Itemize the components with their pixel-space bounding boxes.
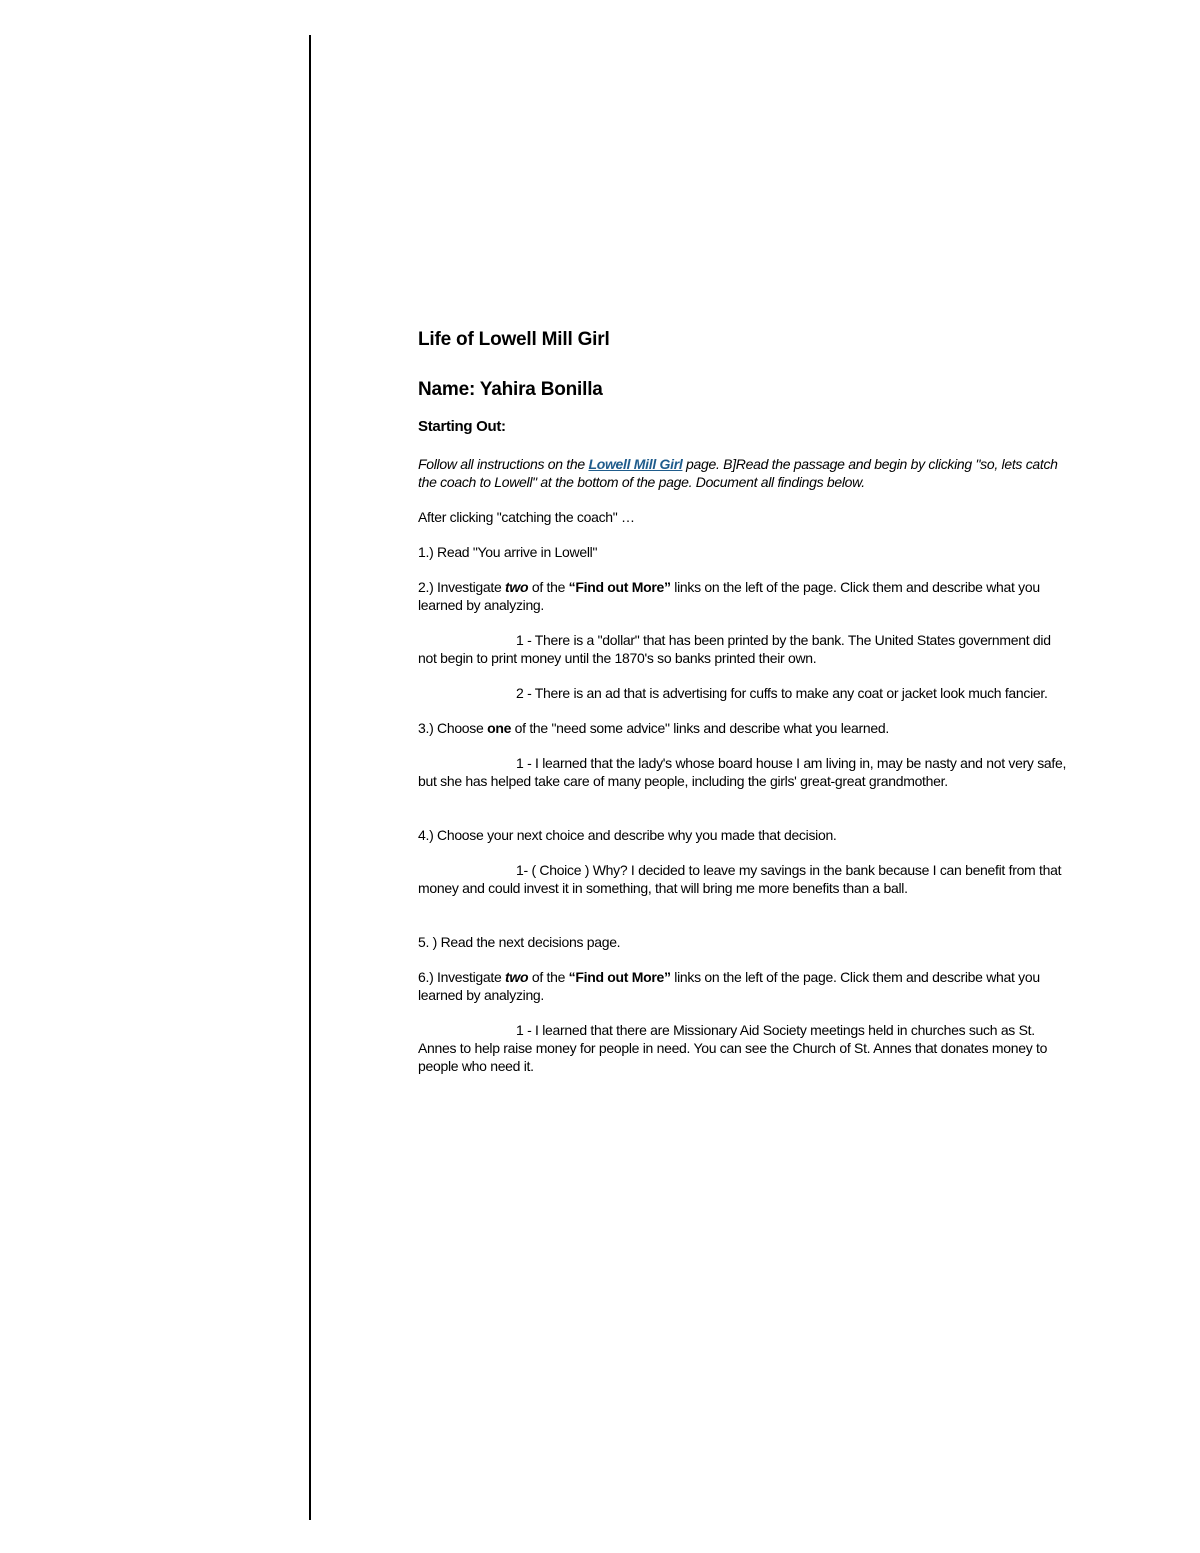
question-4-answer-1 (418, 861, 1068, 897)
question-2-text: 2.) Investigate (418, 579, 506, 595)
lowell-mill-girl-link[interactable]: Lowell Mill Girl (588, 456, 683, 472)
after-clicking-line: After clicking "catching the coach" … (418, 509, 635, 525)
answer-text: There is an ad that is advertising for cuffs to make any coat or jacket look much fancier. (531, 685, 1048, 701)
question-2-emphasis-two: two (505, 579, 529, 595)
question-3-emphasis-one: one (487, 720, 512, 736)
student-name: Name: Yahira Bonilla (418, 379, 603, 400)
question-1: 1.) Read "You arrive in Lowell" (418, 544, 598, 560)
question-4: 4.) Choose your next choice and describe why you made that decision. (418, 827, 837, 843)
question-3-answer-1 (418, 754, 1068, 790)
answer-text: I learned that there are Missionary Aid Society meetings held in churches such as St. Annes to help raise money for people in need. You can see the Church of St. Annes that donates money to people who need it. (418, 1022, 1048, 1074)
question-6-answer-1 (418, 1021, 1068, 1075)
question-6-find-out-more: “Find out More” (568, 969, 671, 985)
document-title: Life of Lowell Mill Girl (418, 329, 610, 350)
question-3 (418, 719, 1068, 737)
answer-text: I learned that the lady's whose board house I am living in, may be nasty and not very safe, but she has helped take care of many people, including the girls' great-great grandmother. (418, 755, 1067, 789)
answer-number: 1 - (516, 755, 532, 771)
document-body (418, 328, 1068, 1075)
answer-text: There is a "dollar" that has been printed by the bank. The United States government did not begin to print money until the 1870's so banks printed their own. (418, 632, 1051, 666)
question-2-answer-1 (418, 631, 1068, 667)
question-6-text: of the (528, 969, 569, 985)
question-6 (418, 968, 1068, 1004)
question-6-emphasis-two: two (505, 969, 529, 985)
starting-out-heading: Starting Out: (418, 418, 506, 435)
question-2 (418, 578, 1068, 614)
question-3-text: 3.) Choose (418, 720, 488, 736)
instructions-text-after: page. B]Read the passage and begin by clicking "so, lets catch the coach to Lowell" at the bottom of the page. Document all findings below. (418, 456, 1058, 490)
page-margin-rule (309, 35, 311, 1520)
question-2-text: of the (528, 579, 569, 595)
question-6-text: 6.) Investigate (418, 969, 506, 985)
answer-number: 1- (516, 862, 528, 878)
answer-text: ( Choice ) Why? I decided to leave my savings in the bank because I can benefit from that money and could invest it in something, that will bring me more benefits than a ball. (418, 862, 1062, 896)
answer-number: 2 - (516, 685, 532, 701)
question-2-answer-2 (418, 684, 1068, 702)
answer-number: 1 - (516, 1022, 532, 1038)
instructions-paragraph (418, 455, 1068, 491)
instructions-text-before: Follow all instructions on the (418, 456, 589, 472)
question-5: 5. ) Read the next decisions page. (418, 934, 621, 950)
question-2-find-out-more: “Find out More” (568, 579, 671, 595)
answer-number: 1 - (516, 632, 532, 648)
question-3-text: of the "need some advice" links and describe what you learned. (511, 720, 889, 736)
question-2-text: links on the left of the page. Click them and describe what you learned by analyzing. (418, 579, 1040, 613)
question-6-text: links on the left of the page. Click them and describe what you learned by analyzing. (418, 969, 1040, 1003)
